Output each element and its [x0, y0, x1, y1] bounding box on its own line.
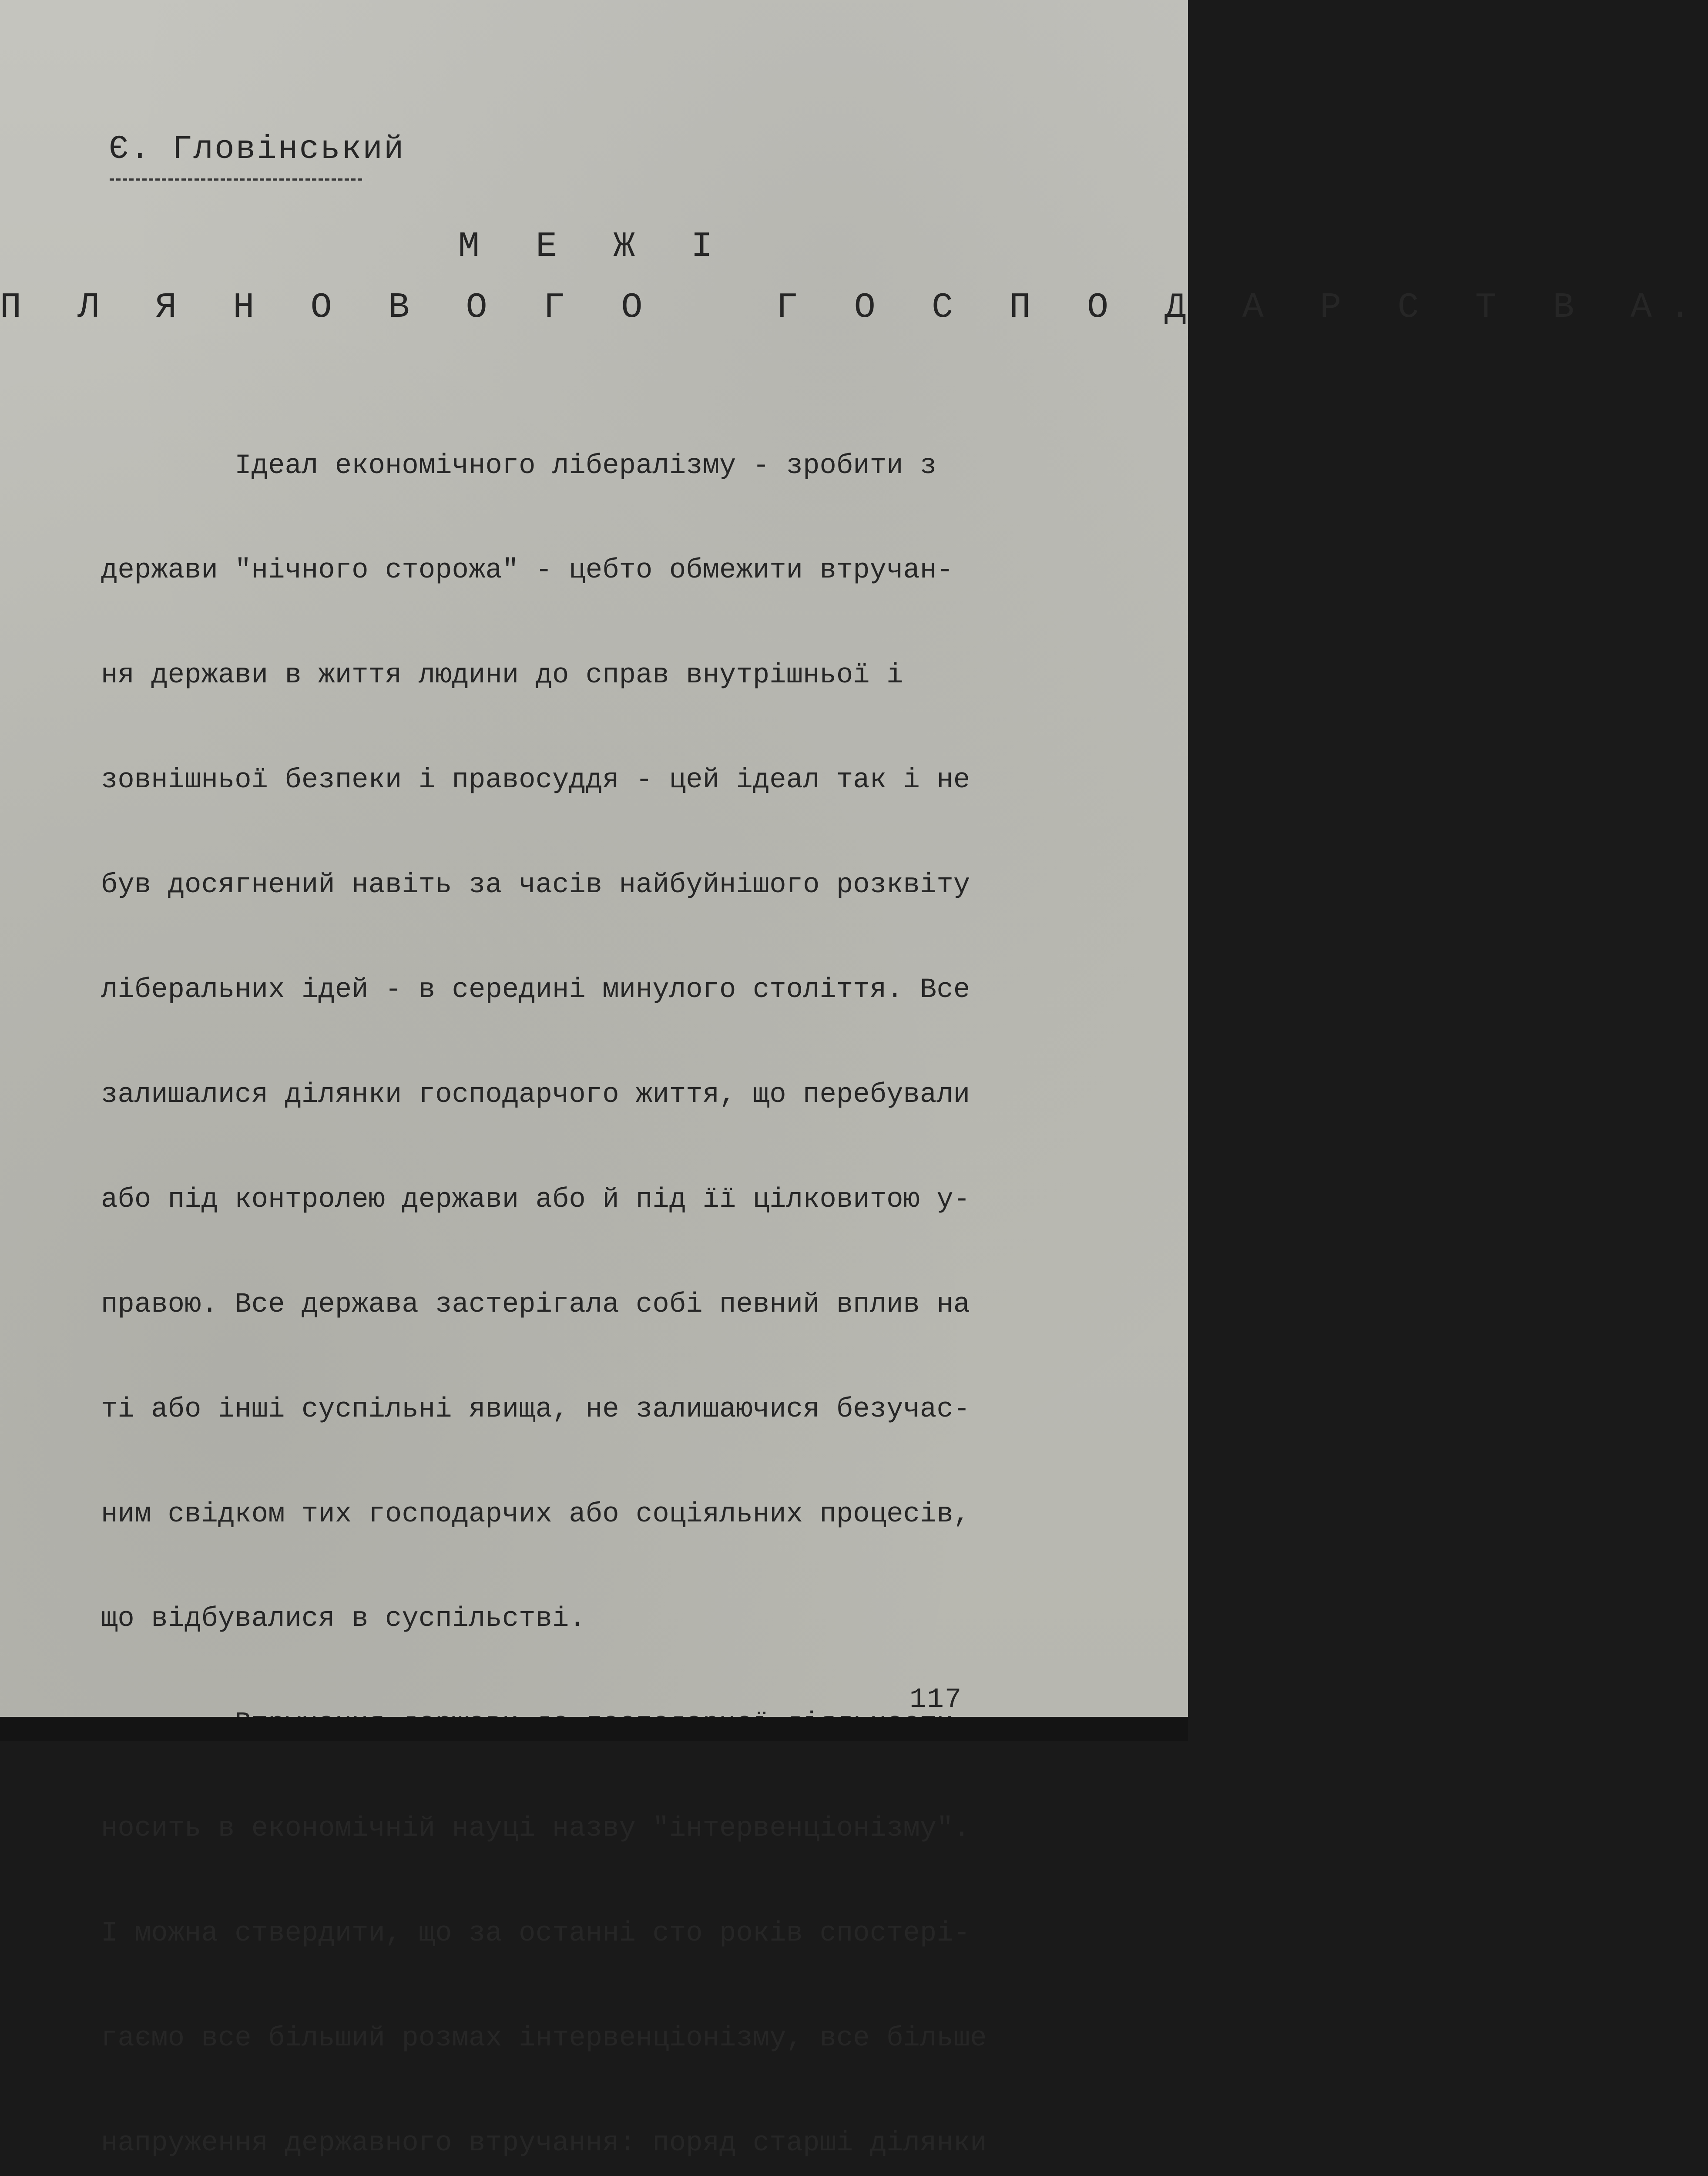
text-line: ним свідком тих господарчих або соціяльних процесів,: [101, 1498, 970, 1530]
text-line: залишалися ділянки господарчого життя, що перебували: [101, 1079, 970, 1111]
text-line: ня держави в життя людини до справ внутрішньої і: [101, 660, 903, 692]
text-line: напруження державного втручання: поряд старші ділянки: [101, 2127, 987, 2159]
text-line: ті або інші суспільні явища, не залишаючися безучас-: [101, 1394, 970, 1425]
scan-border: [0, 1717, 1188, 1741]
text-line: гаємо все більший розмах інтервенціонізму, все більше: [101, 2022, 987, 2054]
text-line: носить в економічній науці назву "інтервенціонізму".: [101, 1813, 970, 1845]
text-line: був досягнений навіть за часів найбуйнішого розквіту: [101, 870, 970, 901]
author-name: Є. Гловінський: [109, 131, 405, 168]
text-line: ліберальних ідей - в середині минулого століття. Все: [101, 974, 970, 1006]
page-number: 117: [909, 1684, 963, 1716]
author-underline: [110, 178, 362, 181]
text-line: правою. Все держава застерігала собі певний вплив на: [101, 1289, 970, 1320]
text-line: держави "нічного сторожа" - цебто обмежити втручан-: [101, 555, 953, 587]
title-line-1: М Е Ж І: [458, 226, 730, 267]
text-line: або під контролею держави або й під її цілковитою у-: [101, 1184, 970, 1216]
title-line-2: П Л Я Н О В О Г О Г О С П О Д А Р С Т В А.: [0, 287, 1708, 328]
text-line: Ідеал економічного лібералізму - зробити з: [101, 450, 937, 482]
text-line: І можна ствердити, що за останні сто років спостері-: [101, 1918, 970, 1950]
text-line: що відбувалися в суспільстві.: [101, 1603, 586, 1635]
text-line: зовнішньої безпеки і правосуддя - цей ідеал так і не: [101, 765, 970, 796]
body-text: [101, 379, 1102, 2176]
